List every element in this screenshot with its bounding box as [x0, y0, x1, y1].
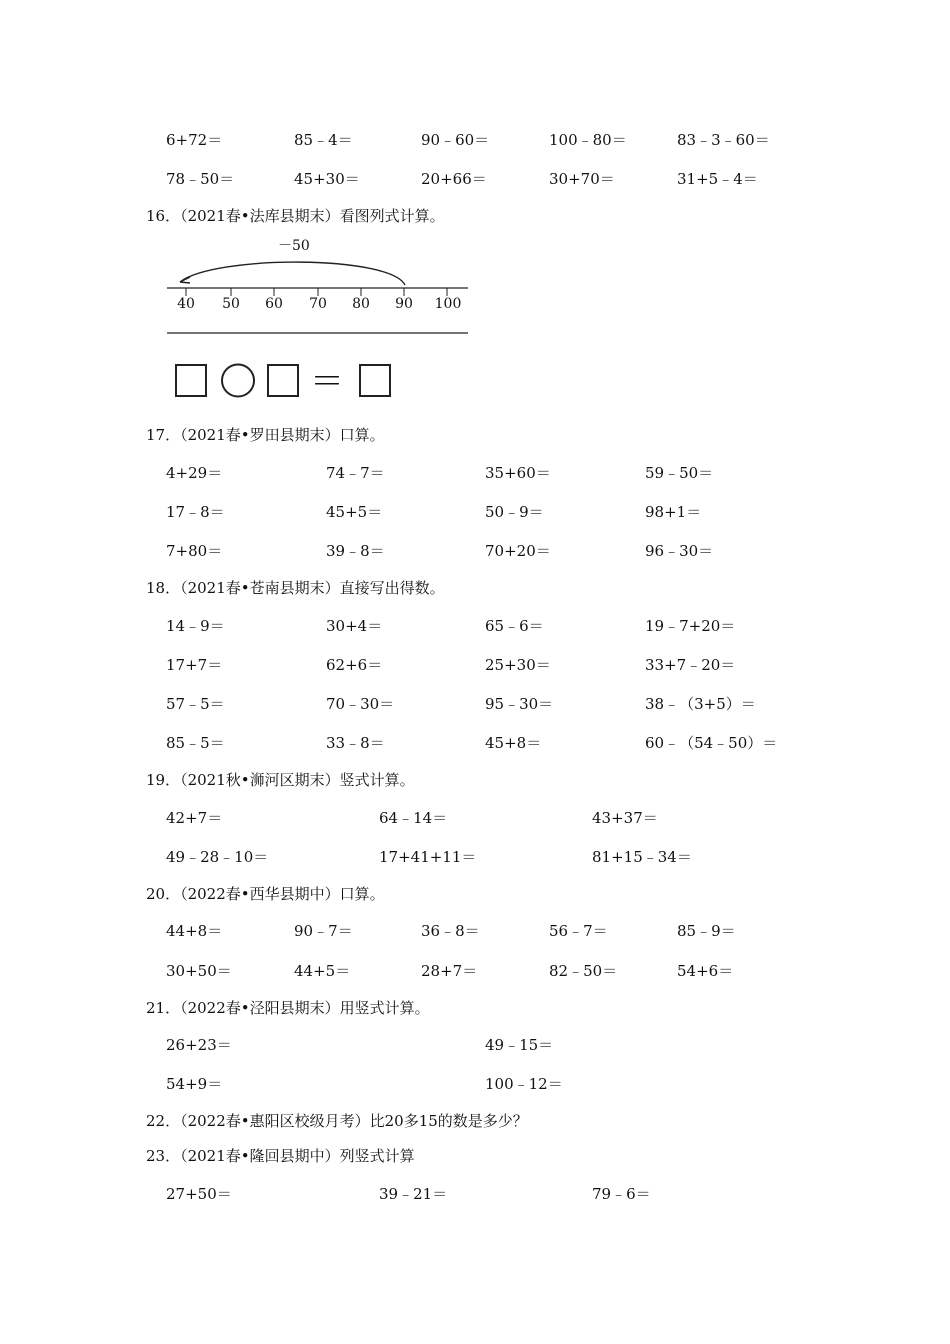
q15-item: 78﹣50＝ [166, 170, 235, 188]
operator-circle [222, 365, 254, 397]
q18-item: 65﹣6＝ [485, 617, 544, 635]
q15-item: 6+72＝ [166, 131, 223, 149]
q19-item: 42+7＝ [166, 809, 223, 827]
question-18-title: 18．（2021春•苍南县期末）直接写出得数。 [146, 579, 445, 597]
tick-label: 90 [395, 296, 413, 312]
question-17-title: 17．（2021春•罗田县期末）口算。 [146, 426, 385, 444]
q20-item: 36﹣8＝ [421, 922, 480, 940]
q15-item: 20+66＝ [421, 170, 487, 188]
q18-item: 95﹣30＝ [485, 695, 554, 713]
tick-label: 60 [265, 296, 283, 312]
question-22-title: 22．（2022春•惠阳区校级月考）比20多15的数是多少？ [146, 1112, 528, 1130]
q15-item: 83﹣3﹣60＝ [677, 131, 770, 149]
q17-item: 59﹣50＝ [645, 464, 714, 482]
q18-item: 17+7＝ [166, 656, 223, 674]
q18-item: 70﹣30＝ [326, 695, 395, 713]
question-23-title: 23．（2021春•隆回县期中）列竖式计算 [146, 1147, 415, 1165]
jump-arrow [180, 262, 405, 285]
q20-item: 54+6＝ [677, 962, 734, 980]
arrow-label: －50 [278, 238, 310, 254]
q18-item: 45+8＝ [485, 734, 542, 752]
question-19-title: 19．（2021秋•浉河区期末）竖式计算。 [146, 771, 415, 789]
tick-label: 70 [309, 296, 327, 312]
arrow-head-icon [180, 277, 190, 283]
q17-item: 17﹣8＝ [166, 503, 225, 521]
equation-template [170, 360, 400, 402]
answer-box [360, 365, 390, 396]
q15-item: 100﹣80＝ [549, 131, 627, 149]
q18-item: 33﹣8＝ [326, 734, 385, 752]
q17-item: 35+60＝ [485, 464, 551, 482]
q17-item: 4+29＝ [166, 464, 223, 482]
q20-item: 82﹣50＝ [549, 962, 618, 980]
q21-item: 100﹣12＝ [485, 1075, 563, 1093]
answer-box [268, 365, 298, 396]
q20-item: 30+50＝ [166, 962, 232, 980]
q21-item: 54+9＝ [166, 1075, 223, 1093]
question-21-title: 21．（2022春•泾阳县期末）用竖式计算。 [146, 999, 430, 1017]
tick-label: 100 [434, 296, 462, 312]
question-20-title: 20．（2022春•西华县期中）口算。 [146, 885, 385, 903]
q18-item: 38﹣（3+5）＝ [645, 695, 756, 713]
q18-item: 25+30＝ [485, 656, 551, 674]
q20-item: 44+5＝ [294, 962, 351, 980]
q21-item: 26+23＝ [166, 1036, 232, 1054]
q18-item: 19﹣7+20＝ [645, 617, 736, 635]
q17-item: 98+1＝ [645, 503, 702, 521]
q19-item: 43+37＝ [592, 809, 658, 827]
q18-item: 85﹣5＝ [166, 734, 225, 752]
q20-item: 28+7＝ [421, 962, 478, 980]
q18-item: 60﹣（54﹣50）＝ [645, 734, 778, 752]
q20-item: 44+8＝ [166, 922, 223, 940]
q15-item: 31+5﹣4＝ [677, 170, 758, 188]
q23-item: 79﹣6＝ [592, 1185, 651, 1203]
tick-label: 40 [177, 296, 195, 312]
q19-item: 81+15﹣34＝ [592, 848, 692, 866]
q21-item: 49﹣15＝ [485, 1036, 554, 1054]
q17-item: 70+20＝ [485, 542, 551, 560]
q23-item: 39﹣21＝ [379, 1185, 448, 1203]
q17-item: 50﹣9＝ [485, 503, 544, 521]
q19-item: 17+41+11＝ [379, 848, 477, 866]
tick-label: 50 [222, 296, 240, 312]
q20-item: 56﹣7＝ [549, 922, 608, 940]
q15-item: 30+70＝ [549, 170, 615, 188]
answer-box [176, 365, 206, 396]
q18-item: 14﹣9＝ [166, 617, 225, 635]
q17-item: 96﹣30＝ [645, 542, 714, 560]
q15-item: 85﹣4＝ [294, 131, 353, 149]
q15-item: 90﹣60＝ [421, 131, 490, 149]
q15-item: 45+30＝ [294, 170, 360, 188]
q18-item: 62+6＝ [326, 656, 383, 674]
question-16-title: 16．（2021春•法库县期末）看图列式计算。 [146, 207, 445, 225]
q17-item: 7+80＝ [166, 542, 223, 560]
equals-sign: ＝ [310, 362, 344, 402]
q20-item: 85﹣9＝ [677, 922, 736, 940]
q17-item: 45+5＝ [326, 503, 383, 521]
q20-item: 90﹣7＝ [294, 922, 353, 940]
q23-item: 27+50＝ [166, 1185, 232, 1203]
q18-item: 57﹣5＝ [166, 695, 225, 713]
q17-item: 39﹣8＝ [326, 542, 385, 560]
q19-item: 49﹣28﹣10＝ [166, 848, 269, 866]
tick-label: 80 [352, 296, 370, 312]
number-line-figure [160, 250, 480, 340]
q18-item: 30+4＝ [326, 617, 383, 635]
q18-item: 33+7﹣20＝ [645, 656, 736, 674]
q17-item: 74﹣7＝ [326, 464, 385, 482]
q19-item: 64﹣14＝ [379, 809, 448, 827]
